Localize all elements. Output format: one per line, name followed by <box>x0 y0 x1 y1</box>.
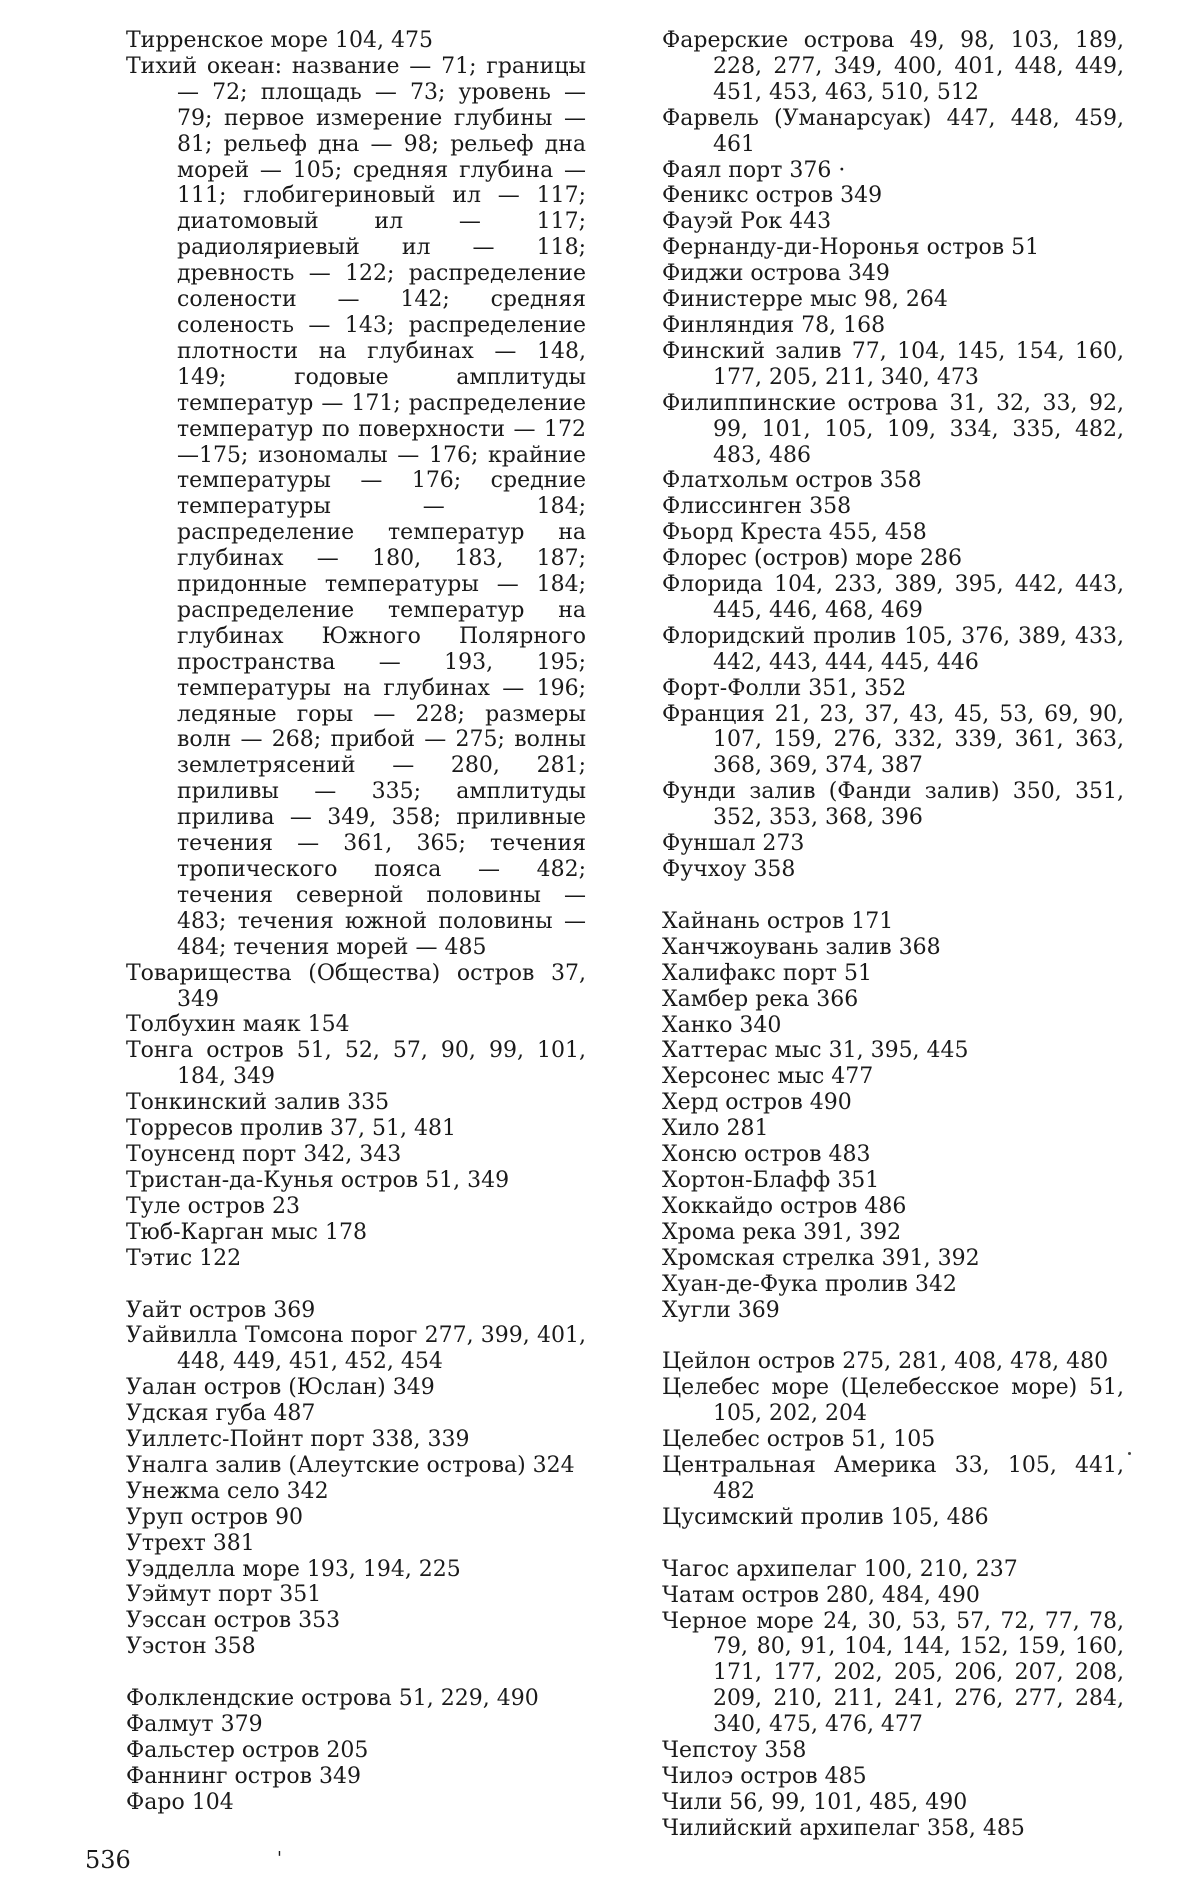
index-entry: Хрома река 391, 392 <box>662 1219 902 1245</box>
index-entry: Товарищества (Общества) остров 37, 349 <box>126 960 586 1012</box>
index-entry: Уэссан остров 353 <box>126 1608 341 1634</box>
index-entry: Хамбер река 366 <box>662 986 859 1012</box>
index-entry: Чагос архипелаг 100, 210, 237 <box>662 1556 1018 1582</box>
index-entry: Флорида 104, 233, 389, 395, 442, 443, 445, 446, 468, 469 <box>662 572 1124 623</box>
print-mark: ' <box>277 1848 282 1869</box>
index-entry: Хуан-де-Фука пролив 342 <box>662 1271 957 1297</box>
index-entry: Утрехт 381 <box>126 1530 255 1556</box>
index-entry: Тирренское море 104, 475 <box>126 28 433 53</box>
index-entry: Тихий океан: название — 71; границы — 72; площадь — 73; уровень — 79; первое измерение глубины — 81; рельеф дна — 98; рельеф дна морей — 105; средняя глубина — 111; глобигериновый ил — 117; диатомовый ил — 117; радиоляриевый ил — 118; древность — 122; распределение солености — 142; средняя соленость — 143; распределение плотности на глубинах — 148, 149; годовые амплитуды температур — 171; распределение температур по поверхности — 172—175; изономалы — 176; крайние температуры — 176; средние температуры — 184; распределение температур на глубинах — 180, 183, 187; придонные температуры — 184; распределение температур на глубинах Южного Полярного пространства — 193, 195; температуры на глубинах — 196; ледяные горы — 228; размеры волн — 268; прибой — 275; волны землетрясений — 280, 281; приливы — 335; амплитуды прилива — 349, 358; приливные течения — 361, 365; течения тропического пояса — 482; течения северной половины — 483; течения южной половины — 484; течения морей — 485 <box>126 53 586 960</box>
letter-group-gap <box>126 1660 586 1686</box>
letter-group-gap <box>662 1323 1124 1349</box>
index-entry: Унежма село 342 <box>126 1478 329 1504</box>
index-entry: Хугли 369 <box>662 1297 780 1323</box>
index-entry: Чепстоу 358 <box>662 1738 807 1764</box>
index-entry: Фалмут 379 <box>126 1712 263 1738</box>
index-entry: Уалан остров (Юслан) 349 <box>126 1375 435 1401</box>
index-entry: Финистерре мыс 98, 264 <box>662 287 948 313</box>
index-entry: Толбухин маяк 154 <box>126 1012 350 1038</box>
page-number: 536 <box>85 1846 131 1874</box>
index-entry: Тристан-да-Кунья остров 51, 349 <box>126 1167 510 1193</box>
index-entry: Тэтис 122 <box>126 1245 242 1271</box>
index-entry: Херсонес мыс 477 <box>662 1064 874 1090</box>
index-entry: Фальстер остров 205 <box>126 1738 369 1763</box>
index-entry: Хоккайдо остров 486 <box>662 1193 907 1219</box>
index-entry: Уналга залив (Алеутские острова) 324 <box>126 1452 575 1478</box>
index-entry: Хило 281 <box>662 1116 769 1142</box>
index-entry: Цусимский пролив 105, 486 <box>662 1504 989 1530</box>
index-entry: Тонкинский залив 335 <box>126 1090 390 1116</box>
index-entry: Чили 56, 99, 101, 485, 490 <box>662 1789 968 1815</box>
index-entry: Черное море 24, 30, 53, 57, 72, 77, 78, 79, 80, 91, 104, 144, 152, 159, 160, 171, 177, 202, 205, 206, 207, 208, 209, 210, 211, 241, 276, 277, 284, 340, 475, 476, 477 <box>662 1608 1124 1738</box>
letter-group-gap <box>662 883 1124 909</box>
index-entry: Фунди залив (Фанди залив) 350, 351, 352, 353, 368, 396 <box>662 779 1124 831</box>
index-entry: Ханко 340 <box>662 1012 782 1038</box>
index-entry: Уруп остров 90 <box>126 1504 304 1530</box>
index-entry: Чилийский архипелаг 358, 485 <box>662 1815 1025 1841</box>
index-entry: Фаял порт 376 · <box>662 157 846 183</box>
index-entry: Хаттерас мыс 31, 395, 445 <box>662 1038 969 1064</box>
index-column-right <box>662 28 1124 1842</box>
index-entry: Финский залив 77, 104, 145, 154, 160, 177, 205, 211, 340, 473 <box>662 338 1124 390</box>
index-entry: Флатхольм остров 358 <box>662 468 922 494</box>
index-entry: Уайвилла Томсона порог 277, 399, 401, 448, 449, 451, 452, 454 <box>126 1323 586 1375</box>
index-entry: Фьорд Креста 455, 458 <box>662 520 927 546</box>
index-entry: Хромская стрелка 391, 392 <box>662 1245 980 1271</box>
index-entry: Целебес остров 51, 105 <box>662 1427 936 1453</box>
index-entry: Халифакс порт 51 <box>662 960 872 986</box>
index-entry: Уиллетс-Пойнт порт 338, 339 <box>126 1427 470 1453</box>
index-entry: Цейлон остров 275, 281, 408, 478, 480 <box>662 1349 1109 1375</box>
index-entry: Уэдделла море 193, 194, 225 <box>126 1556 461 1582</box>
index-entry: Хайнань остров 171 <box>662 908 894 934</box>
index-entry: Фаро 104 <box>126 1789 234 1815</box>
index-entry: Флиссинген 358 <box>662 494 852 520</box>
index-entry: Фолклендские острова 51, 229, 490 <box>126 1686 539 1712</box>
index-entry: Форт-Фолли 351, 352 <box>662 675 907 701</box>
index-entry: Центральная Америка 33, 105, 441, 482 <box>662 1453 1124 1504</box>
index-entry: Чатам остров 280, 484, 490 <box>662 1582 980 1608</box>
index-entry: Херд остров 490 <box>662 1090 852 1116</box>
index-entry: Фарерские острова 49, 98, 103, 189, 228, 277, 349, 400, 401, 448, 449, 451, 453, 463, 510, 512 <box>662 28 1124 105</box>
index-entry: Удская губа 487 <box>126 1401 316 1427</box>
index-entry: Хортон-Блафф 351 <box>662 1167 880 1193</box>
index-entry: Чилоэ остров 485 <box>662 1764 867 1789</box>
index-entry: Тюб-Карган мыс 178 <box>126 1219 367 1245</box>
letter-group-gap <box>126 1272 586 1298</box>
index-entry: Уайт остров 369 <box>126 1297 316 1323</box>
letter-group-gap <box>662 1531 1124 1557</box>
index-entry: Хонсю остров 483 <box>662 1142 871 1168</box>
index-entry: Филиппинские острова 31, 32, 33, 92, 99, 101, 105, 109, 334, 335, 482, 483, 486 <box>662 390 1124 468</box>
index-entry: Фарвель (Уманарсуак) 447, 448, 459, 461 <box>662 105 1124 157</box>
index-entry: Фиджи острова 349 <box>662 261 890 287</box>
index-entry: Фучхоу 358 <box>662 857 796 882</box>
index-entry: Целебес море (Целебесское море) 51, 105, 202, 204 <box>662 1375 1124 1427</box>
index-entry: Фернанду-ди-Норонья остров 51 <box>662 235 1040 261</box>
index-entry: Туле остров 23 <box>126 1193 301 1219</box>
index-entry: Флоридский пролив 105, 376, 389, 433, 442, 443, 444, 445, 446 <box>662 623 1124 675</box>
index-entry: Уэймут порт 351 <box>126 1582 322 1608</box>
index-entry: Финляндия 78, 168 <box>662 312 886 338</box>
index-entry: Фауэй Рок 443 <box>662 209 832 235</box>
index-column-left <box>126 28 586 1816</box>
index-entry: Фуншал 273 <box>662 831 805 857</box>
index-entry: Тоунсенд порт 342, 343 <box>126 1141 402 1167</box>
index-entry: Уэстон 358 <box>126 1634 256 1660</box>
index-entry: Тонга остров 51, 52, 57, 90, 99, 101, 184, 349 <box>126 1038 586 1090</box>
index-entry: Франция 21, 23, 37, 43, 45, 53, 69, 90, 107, 159, 276, 332, 339, 361, 363, 368, 369, 374, 387 <box>662 701 1124 779</box>
index-entry: Торресов пролив 37, 51, 481 <box>126 1116 457 1142</box>
index-entry: Ханчжоувань залив 368 <box>662 934 941 960</box>
print-speck <box>1128 1452 1131 1455</box>
index-entry: Флорес (остров) море 286 <box>662 546 962 572</box>
index-entry: Фаннинг остров 349 <box>126 1763 361 1789</box>
index-entry: Феникс остров 349 <box>662 183 883 209</box>
